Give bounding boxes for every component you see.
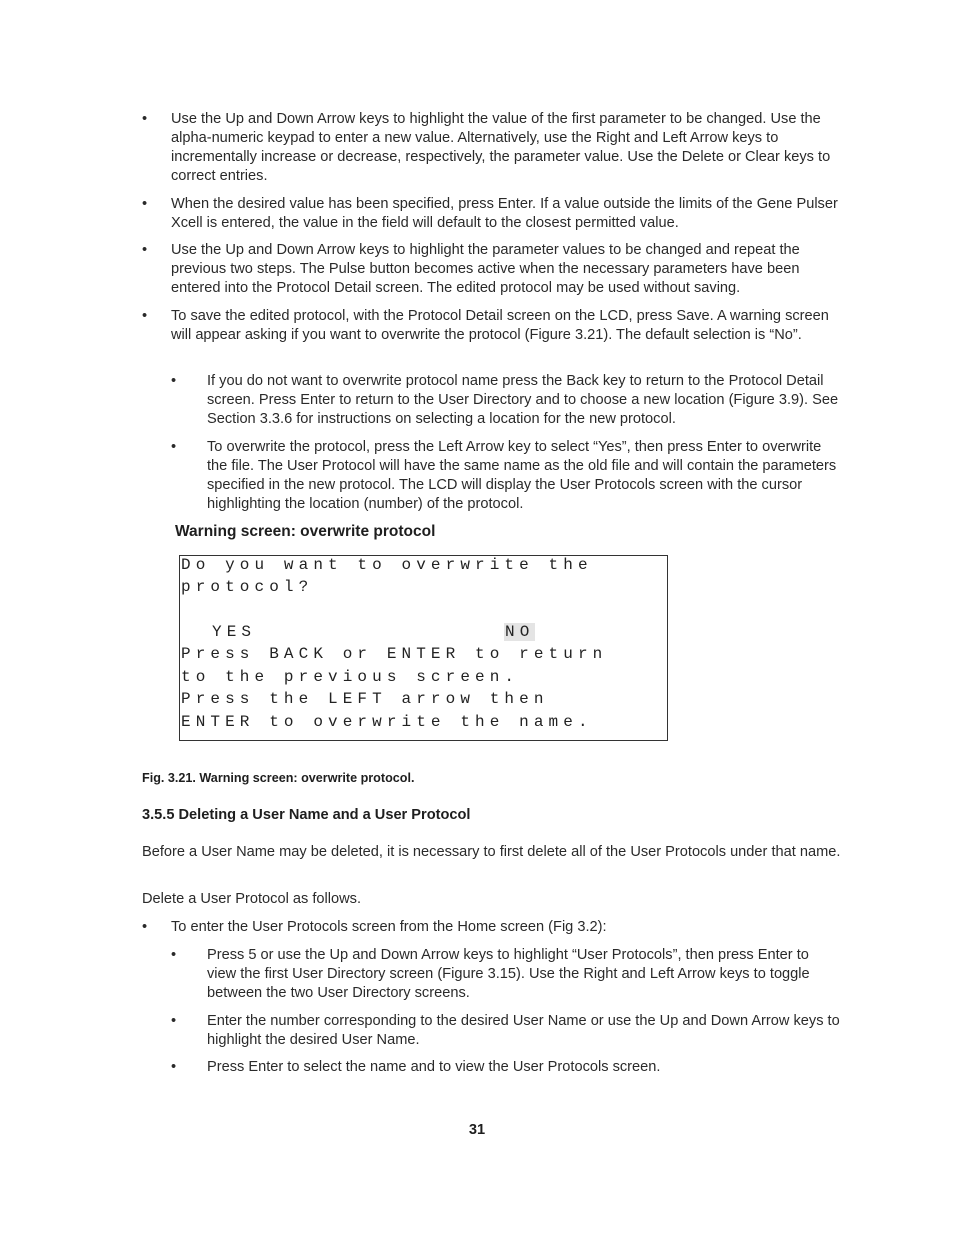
list-item-text: Enter the number corresponding to the desired User Name or use the Up and Down Arrow keys to highlight the desired User Name. [207, 1013, 840, 1048]
list-item-text: To overwrite the protocol, press the Left Arrow key to select “Yes”, then press Enter to overwrite the file. The User Protocol will have the same name as the old file and will contain the parameters specified in the new protocol. The LCD will display the User Protocols screen with the cursor highlighting the location (number) of the protocol. [207, 439, 837, 512]
list-item-text: To enter the User Protocols screen from the Home screen (Fig 3.2): [171, 919, 607, 935]
bullet-icon: • [142, 111, 148, 127]
lcd-line: Press the LEFT arrow then [181, 690, 549, 708]
bullet-icon: • [171, 947, 177, 963]
list-item-text: Press 5 or use the Up and Down Arrow keys to highlight “User Protocols”, then press Enter to view the first User Directory screen (Figure 3.15). Use the Right and Left Arrow keys to toggle between the two User Directory screens. [207, 947, 810, 1001]
page-number: 31 [468, 1122, 486, 1138]
lcd-line: Do you want to overwrite the [181, 556, 593, 574]
list-item-text: If you do not want to overwrite protocol name press the Back key to return to the Protocol Detail screen. Press Enter to return to the User Directory and to choose a new location (Figure 3.9). See Section 3.3.6 for instructions on selecting a location for the new protocol. [207, 373, 839, 427]
bullet-icon: • [171, 373, 177, 389]
bullet-icon: • [142, 308, 148, 324]
bullet-icon: • [171, 1013, 177, 1029]
lcd-no-option [504, 623, 535, 642]
lcd-line: protocol? [181, 578, 314, 596]
figure-caption: Fig. 3.21. Warning screen: overwrite protocol. [142, 771, 415, 785]
bullet-icon: • [142, 919, 148, 935]
lcd-no-selected: NO [505, 623, 535, 641]
lcd-line: to the previous screen. [181, 668, 520, 686]
section-heading: 3.5.5 Deleting a User Name and a User Protocol [142, 807, 471, 823]
lcd-warning-screen [179, 555, 668, 741]
list-item-text: Press Enter to select the name and to view the User Protocols screen. [207, 1059, 661, 1075]
lcd-line: ENTER to overwrite the name. [181, 713, 593, 731]
list-item-text: When the desired value has been specified, press Enter. If a value outside the limits of the Gene Pulser Xcell is entered, the value in the field will default to the closest permitted value. [171, 196, 838, 231]
bullet-icon: • [142, 242, 148, 258]
list-item-text: Use the Up and Down Arrow keys to highlight the value of the first parameter to be changed. Use the alpha-numeric keypad to enter a new value. Alternatively, use the Right and Left Arrow keys to incrementally increase or decrease, respectively, the parameter value. Use the Delete or Clear keys to correct entries. [171, 111, 831, 184]
bullet-icon: • [142, 196, 148, 212]
figure-heading: Warning screen: overwrite protocol [175, 523, 436, 540]
bullet-icon: • [171, 439, 177, 455]
list-item-text: Use the Up and Down Arrow keys to highlight the parameter values to be changed and repeat the previous two steps. The Pulse button becomes active when the necessary parameters have been entered into the Protocol Detail screen. The edited protocol may be used without saving. [171, 242, 800, 296]
paragraph: Before a User Name may be deleted, it is necessary to first delete all of the User Protocols under that name. [142, 844, 841, 860]
lcd-yes-option: YES [212, 623, 257, 641]
paragraph: Delete a User Protocol as follows. [142, 891, 361, 907]
bullet-icon: • [171, 1059, 177, 1075]
list-item-text: To save the edited protocol, with the Protocol Detail screen on the LCD, press Save. A warning screen will appear asking if you want to overwrite the protocol (Figure 3.21). The default selection is “No”. [171, 308, 829, 343]
lcd-line: Press BACK or ENTER to return [181, 645, 608, 663]
